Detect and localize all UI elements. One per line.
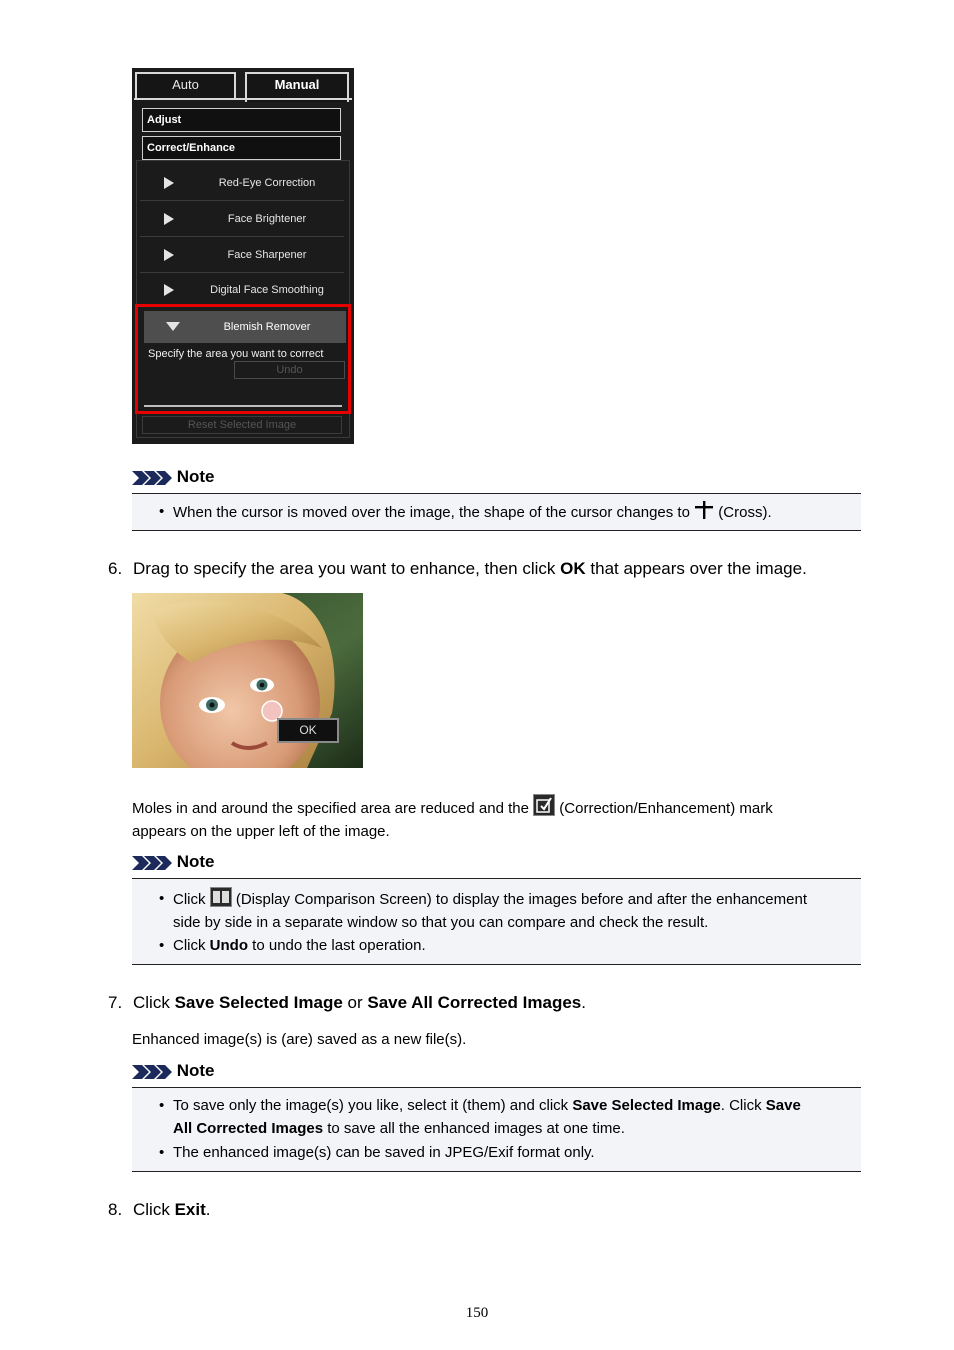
note-heading	[132, 852, 215, 872]
step-bold: Save All Corrected Images	[367, 993, 582, 1012]
tool-item-red-eye[interactable]	[140, 166, 344, 201]
tool-item-face-sharpener[interactable]	[140, 238, 344, 273]
saved-paragraph: Enhanced image(s) is (are) saved as a new file(s).	[132, 1031, 467, 1048]
note-text	[173, 500, 853, 524]
blemish-hint-text: Specify the area you want to correct	[148, 348, 324, 360]
note-chevrons-icon	[132, 471, 172, 485]
note-box	[132, 1087, 861, 1172]
divider	[144, 405, 342, 407]
note-heading	[132, 1061, 215, 1081]
tab-auto[interactable]: Auto	[135, 72, 236, 98]
note-text-part: Click	[173, 937, 206, 954]
note-text-part: (Cross).	[718, 504, 772, 521]
step-8-text	[133, 1200, 211, 1220]
para-text-part: (Correction/Enhancement) mark	[559, 800, 773, 817]
para-text-part: appears on the upper left of the image.	[132, 823, 390, 840]
collapse-arrow-icon	[166, 322, 180, 331]
step-6-text	[133, 559, 873, 579]
note-bold: Save Selected Image	[572, 1097, 721, 1114]
tool-item-label: Face Brightener	[227, 213, 307, 225]
undo-button[interactable]: Undo	[234, 361, 345, 379]
tool-item-face-brightener[interactable]	[140, 202, 344, 237]
note-text	[173, 1094, 853, 1140]
tool-item-label: Digital Face Smoothing	[210, 284, 324, 296]
tool-item-label: Face Sharpener	[227, 249, 307, 261]
correct-enhance-button[interactable]: Correct/Enhance	[142, 136, 341, 160]
note-bold: Save	[765, 1097, 801, 1114]
step-6-number: 6.	[108, 559, 123, 578]
note-text-part: . Click	[720, 1097, 762, 1114]
note-chevrons-icon	[132, 856, 172, 870]
step-7-text	[133, 993, 873, 1013]
blemish-photo	[132, 593, 363, 768]
tab-manual[interactable]: Manual	[245, 72, 349, 102]
step-text-part: Click	[133, 993, 170, 1012]
step-bold: Save Selected Image	[174, 993, 343, 1012]
bullet: •	[159, 503, 165, 520]
bullet: •	[159, 890, 165, 907]
note-text-part: side by side in a separate window so that you can compare and check the result.	[173, 914, 709, 931]
result-paragraph	[132, 794, 852, 843]
note-chevrons-icon	[132, 1065, 172, 1079]
step-bold: OK	[560, 559, 586, 578]
tool-item-label: Red-Eye Correction	[218, 177, 316, 189]
note-heading	[132, 467, 215, 487]
edit-panel-screenshot	[132, 68, 354, 444]
expand-arrow-icon	[164, 213, 174, 225]
note-title: Note	[176, 852, 215, 871]
tool-item-digital-face-smoothing[interactable]	[140, 273, 344, 308]
note-bold: All Corrected Images	[173, 1120, 324, 1137]
note-title: Note	[176, 1061, 215, 1080]
note-text	[173, 934, 853, 957]
step-7-number: 7.	[108, 993, 123, 1012]
note-text: The enhanced image(s) can be saved in JPEG/Exif format only.	[173, 1144, 595, 1161]
step-bold: Exit	[174, 1200, 206, 1219]
step-text-part: .	[581, 993, 586, 1012]
note-text	[173, 887, 853, 934]
page-number: 150	[465, 1305, 489, 1321]
tab-underline	[134, 98, 352, 100]
adjust-button[interactable]: Adjust	[142, 108, 341, 132]
tool-item-blemish-remover[interactable]	[144, 311, 346, 343]
correction-enhancement-mark-icon	[533, 794, 555, 816]
note-text-part: To save only the image(s) you like, select it (them) and click	[173, 1097, 569, 1114]
note-text-part: Click	[173, 891, 206, 908]
note-text-part: (Display Comparison Screen) to display the images before and after the enhancement	[235, 891, 807, 908]
step-text-part: Drag to specify the area you want to enhance, then click	[133, 559, 556, 578]
blemish-remover-highlight	[135, 304, 351, 414]
expand-arrow-icon	[164, 249, 174, 261]
note-text-part: to save all the enhanced images at one time.	[327, 1120, 625, 1137]
bullet: •	[159, 937, 165, 954]
bullet: •	[159, 1097, 165, 1114]
step-8-number: 8.	[108, 1200, 123, 1219]
tool-item-label: Blemish Remover	[223, 321, 311, 333]
ok-button[interactable]: OK	[277, 718, 339, 743]
reset-selected-image-button[interactable]: Reset Selected Image	[142, 416, 342, 434]
note-title: Note	[176, 467, 215, 486]
step-text-part: Click	[133, 1200, 170, 1219]
step-text-part: .	[205, 1200, 211, 1219]
expand-arrow-icon	[164, 177, 174, 189]
note-bold: Undo	[209, 937, 248, 954]
step-text-part: or	[347, 993, 363, 1012]
para-text-part: Moles in and around the specified area are reduced and the	[132, 800, 529, 817]
expand-arrow-icon	[164, 284, 174, 296]
step-text-part: that appears over the image.	[590, 559, 807, 578]
cross-cursor-icon	[694, 500, 714, 520]
note-box	[132, 493, 861, 531]
bullet: •	[159, 1144, 165, 1161]
note-text-part: to undo the last operation.	[252, 937, 426, 954]
display-comparison-screen-icon	[210, 887, 232, 907]
note-text-part: When the cursor is moved over the image, the shape of the cursor changes to	[173, 504, 690, 521]
note-box	[132, 878, 861, 965]
